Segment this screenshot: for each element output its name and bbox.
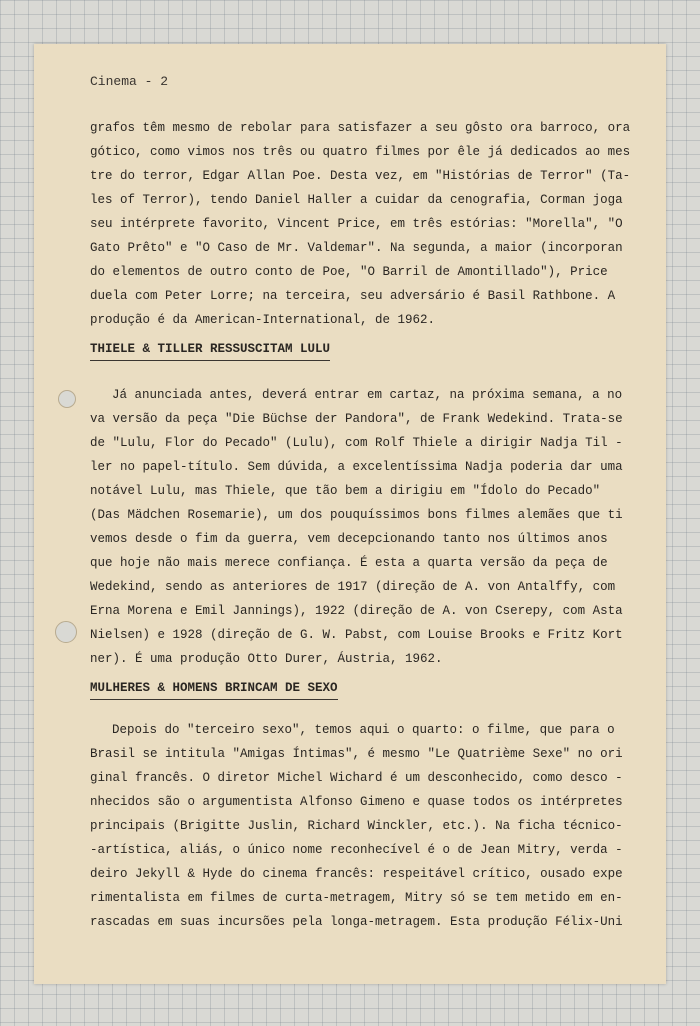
text-line: rascadas em suas incursões pela longa-metragem. Esta produção Félix-Uni	[90, 915, 623, 929]
text-line: que hoje não mais merece confiança. É esta a quarta versão da peça de	[90, 556, 608, 570]
section-heading-lulu: THIELE & TILLER RESSUSCITAM LULU	[90, 340, 330, 361]
text-line: notável Lulu, mas Thiele, que tão bem a dirigiu em "Ídolo do Pecado"	[90, 484, 601, 498]
text-line: ginal francês. O diretor Michel Wichard é um desconhecido, como desco -	[90, 771, 623, 785]
text-line: do elementos de outro conto de Poe, "O Barril de Amontillado"), Price	[90, 265, 608, 279]
text-line: deiro Jekyll & Hyde do cinema francês: respeitável crítico, ousado expe	[90, 867, 623, 881]
text-line: nhecidos são o argumentista Alfonso Gimeno e quase todos os intérpretes	[90, 795, 623, 809]
text-line: principais (Brigitte Juslin, Richard Winckler, etc.). Na ficha técnico-	[90, 819, 623, 833]
paragraph-poe	[90, 116, 646, 332]
text-line: vemos desde o fim da guerra, vem decepcionando tanto nos últimos anos	[90, 532, 608, 546]
text-line: gótico, como vimos nos três ou quatro filmes por êle já dedicados ao mes	[90, 145, 631, 159]
text-line: va versão da peça "Die Büchse der Pandora", de Frank Wedekind. Trata-se	[90, 412, 623, 426]
punch-hole-top	[58, 390, 76, 408]
text-line: Gato Prêto" e "O Caso de Mr. Valdemar". Na segunda, a maior (incorporan	[90, 241, 623, 255]
text-line: tre do terror, Edgar Allan Poe. Desta vez, em "Histórias de Terror" (Ta-	[90, 169, 631, 183]
text-line: seu intérprete favorito, Vincent Price, em três estórias: "Morella", "O	[90, 217, 623, 231]
text-line: -artística, aliás, o único nome reconhecível é o de Jean Mitry, verda -	[90, 843, 623, 857]
text-line: produção é da American-International, de 1962.	[90, 313, 436, 327]
paragraph-lulu	[90, 383, 646, 671]
text-line: ler no papel-título. Sem dúvida, a excelentíssima Nadja poderia dar uma	[90, 460, 623, 474]
punch-hole-bottom	[55, 621, 77, 643]
text-line: ner). É uma produção Otto Durer, Áustria, 1962.	[90, 652, 443, 666]
section-heading-sexo: MULHERES & HOMENS BRINCAM DE SEXO	[90, 679, 338, 700]
text-line: les of Terror), tendo Daniel Haller a cuidar da cenografia, Corman joga	[90, 193, 623, 207]
typewritten-page	[34, 44, 666, 984]
paragraph-sexo	[90, 718, 646, 934]
page-header: Cinema - 2	[90, 74, 169, 89]
text-line: Erna Morena e Emil Jannings), 1922 (direção de A. von Cserepy, com Asta	[90, 604, 623, 618]
text-line: grafos têm mesmo de rebolar para satisfazer a seu gôsto ora barroco, ora	[90, 121, 631, 135]
text-line: duela com Peter Lorre; na terceira, seu adversário é Basil Rathbone. A	[90, 289, 616, 303]
text-line: Nielsen) e 1928 (direção de G. W. Pabst, com Louise Brooks e Fritz Kort	[90, 628, 623, 642]
text-line: (Das Mädchen Rosemarie), um dos pouquíssimos bons filmes alemães que ti	[90, 508, 623, 522]
text-line: Wedekind, sendo as anteriores de 1917 (direção de A. von Antalffy, com	[90, 580, 616, 594]
text-line: Já anunciada antes, deverá entrar em cartaz, na próxima semana, a no	[112, 388, 623, 402]
text-line: rimentalista em filmes de curta-metragem, Mitry só se tem metido em en-	[90, 891, 623, 905]
text-line: Depois do "terceiro sexo", temos aqui o quarto: o filme, que para o	[112, 723, 615, 737]
text-line: Brasil se intitula "Amigas Íntimas", é mesmo "Le Quatrième Sexe" no ori	[90, 747, 623, 761]
text-line: de "Lulu, Flor do Pecado" (Lulu), com Rolf Thiele a dirigir Nadja Til -	[90, 436, 623, 450]
